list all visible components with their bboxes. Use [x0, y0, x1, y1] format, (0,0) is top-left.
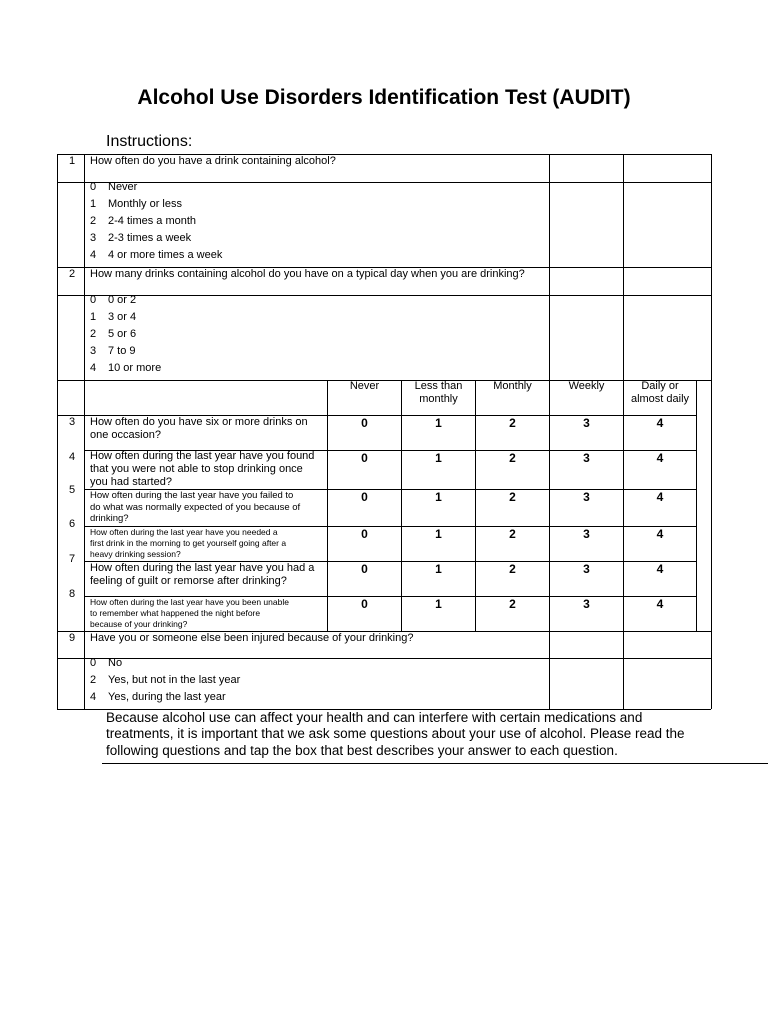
score-cell-q5-1[interactable]: 1 — [435, 490, 442, 504]
question-line: first drink in the morning to get yourself going after a — [90, 538, 287, 548]
question-line: drinking? — [90, 513, 129, 524]
score-cell-q7-3[interactable]: 3 — [583, 562, 590, 576]
question-text — [90, 416, 308, 442]
header-line: Monthly — [493, 380, 532, 392]
question-text — [90, 450, 314, 489]
option-code: 1 — [90, 198, 97, 210]
option-label: 3 or 4 — [108, 311, 137, 323]
score-cell-q5-0[interactable]: 0 — [361, 490, 368, 504]
question-line: How often during the last year have you had a — [90, 562, 315, 574]
score-cell-q4-0[interactable]: 0 — [361, 451, 368, 465]
question-number: 1 — [68, 155, 76, 167]
score-cell-q7-2[interactable]: 2 — [509, 562, 516, 576]
score-cell-q7-0[interactable]: 0 — [361, 562, 368, 576]
question-line: you had started? — [90, 476, 172, 488]
option-label: 10 or more — [108, 362, 162, 374]
score-box[interactable] — [624, 632, 710, 658]
instructions-paragraph: Because alcohol use can affect your health and can interfere with certain medications and treatments, it is important that we ask some questions about your use of alcohol. Please read the following questions and tap the box that best describes your answer to each question. — [106, 710, 685, 758]
option-label: 0 or 2 — [108, 294, 137, 306]
divider-line — [102, 763, 768, 764]
score-cell-q3-2[interactable]: 2 — [509, 416, 516, 430]
header-line: monthly — [419, 393, 458, 405]
option-code: 3 — [90, 345, 97, 357]
score-cell-q6-1[interactable]: 1 — [435, 527, 442, 541]
option-label: Monthly or less — [108, 198, 182, 210]
header-line: Daily or — [641, 380, 679, 392]
column-header-weekly — [550, 380, 623, 393]
answer-box[interactable] — [550, 632, 622, 658]
option-label: 2-4 times a month — [108, 215, 197, 227]
question-text: How many drinks containing alcohol do you have on a typical day when you are drinking? — [90, 268, 525, 280]
score-cell-q6-2[interactable]: 2 — [509, 527, 516, 541]
header-line: almost daily — [630, 393, 690, 405]
option-code: 2 — [90, 328, 97, 340]
column-header-never — [328, 380, 401, 393]
score-cell-q6-3[interactable]: 3 — [583, 527, 590, 541]
option-code: 4 — [90, 691, 97, 703]
score-cell-q3-1[interactable]: 1 — [435, 416, 442, 430]
option-code: 1 — [90, 311, 97, 323]
score-cell-q8-2[interactable]: 2 — [509, 597, 516, 611]
question-text — [90, 597, 289, 630]
score-cell-q8-1[interactable]: 1 — [435, 597, 442, 611]
option-code: 4 — [90, 362, 97, 374]
question-number: 4 — [68, 451, 76, 463]
question-text — [90, 527, 286, 560]
option-label: 4 or more times a week — [108, 249, 223, 261]
header-line: Less than — [414, 380, 463, 392]
score-cell-q8-4[interactable]: 4 — [656, 597, 664, 611]
score-cell-q4-1[interactable]: 1 — [435, 451, 442, 465]
header-line: Weekly — [568, 380, 605, 392]
question-text — [90, 562, 314, 588]
score-cell-q5-4[interactable]: 4 — [656, 490, 664, 504]
score-cell-q5-3[interactable]: 3 — [583, 490, 590, 504]
option-code: 0 — [90, 657, 97, 669]
score-cell-q6-4[interactable]: 4 — [656, 527, 664, 541]
question-line: that you were not able to stop drinking once — [90, 463, 303, 475]
question-number: 8 — [68, 588, 76, 600]
score-cell-q7-1[interactable]: 1 — [435, 562, 442, 576]
score-cell-q7-4[interactable]: 4 — [656, 562, 664, 576]
question-line: do what was normally expected of you because of — [90, 501, 301, 513]
question-line: How often during the last year have you needed a — [90, 527, 278, 537]
answer-box[interactable] — [550, 155, 622, 181]
question-text: Have you or someone else been injured because of your drinking? — [90, 632, 414, 644]
score-cell-q3-0[interactable]: 0 — [361, 416, 368, 430]
score-cell-q4-3[interactable]: 3 — [583, 451, 590, 465]
question-line: How often do you have six or more drinks on — [90, 416, 308, 428]
question-number: 9 — [68, 632, 76, 644]
score-box[interactable] — [624, 155, 710, 181]
option-label: 7 to 9 — [108, 345, 136, 357]
option-code: 2 — [90, 215, 97, 227]
question-line: to remember what happened the night before — [90, 608, 261, 618]
question-number: 2 — [68, 268, 76, 280]
option-label: 5 or 6 — [108, 328, 137, 340]
option-code: 0 — [90, 294, 97, 306]
score-box[interactable] — [624, 268, 710, 294]
option-label: Yes, but not in the last year — [108, 674, 241, 686]
question-line: How often during the last year have you been unable — [90, 597, 289, 607]
question-number: 6 — [68, 518, 76, 530]
question-line: How often during the last year have you found — [90, 450, 315, 462]
question-number: 5 — [68, 484, 76, 496]
question-line: one occasion? — [90, 429, 161, 441]
score-cell-q8-3[interactable]: 3 — [583, 597, 590, 611]
question-number: 3 — [68, 416, 76, 428]
score-cell-q3-4[interactable]: 4 — [656, 416, 664, 430]
column-header-daily — [624, 380, 696, 406]
option-label: 2-3 times a week — [108, 232, 192, 244]
column-header-monthly — [476, 380, 549, 393]
option-code: 3 — [90, 232, 97, 244]
answer-box[interactable] — [550, 268, 622, 294]
question-line: How often during the last year have you failed to — [90, 490, 294, 501]
header-line: Never — [349, 380, 380, 392]
score-cell-q4-2[interactable]: 2 — [509, 451, 516, 465]
option-label: No — [108, 657, 123, 669]
option-label: Never — [108, 181, 138, 193]
score-cell-q8-0[interactable]: 0 — [361, 597, 368, 611]
option-code: 0 — [90, 181, 97, 193]
question-line: because of your drinking? — [90, 619, 188, 629]
score-cell-q5-2[interactable]: 2 — [509, 490, 516, 504]
score-cell-q6-0[interactable]: 0 — [361, 527, 368, 541]
instructions-label: Instructions: — [106, 133, 193, 150]
column-header-less-than-monthly — [402, 380, 475, 406]
page-title: Alcohol Use Disorders Identification Test (AUDIT) — [137, 86, 631, 109]
option-code: 2 — [90, 674, 97, 686]
question-number: 7 — [68, 553, 76, 565]
question-line: feeling of guilt or remorse after drinking? — [90, 575, 287, 587]
option-label: Yes, during the last year — [108, 691, 226, 703]
score-cell-q3-3[interactable]: 3 — [583, 416, 590, 430]
question-text — [90, 490, 300, 525]
option-code: 4 — [90, 249, 97, 261]
question-text: How often do you have a drink containing alcohol? — [90, 155, 336, 167]
score-cell-q4-4[interactable]: 4 — [656, 451, 664, 465]
question-line: heavy drinking session? — [90, 549, 181, 559]
